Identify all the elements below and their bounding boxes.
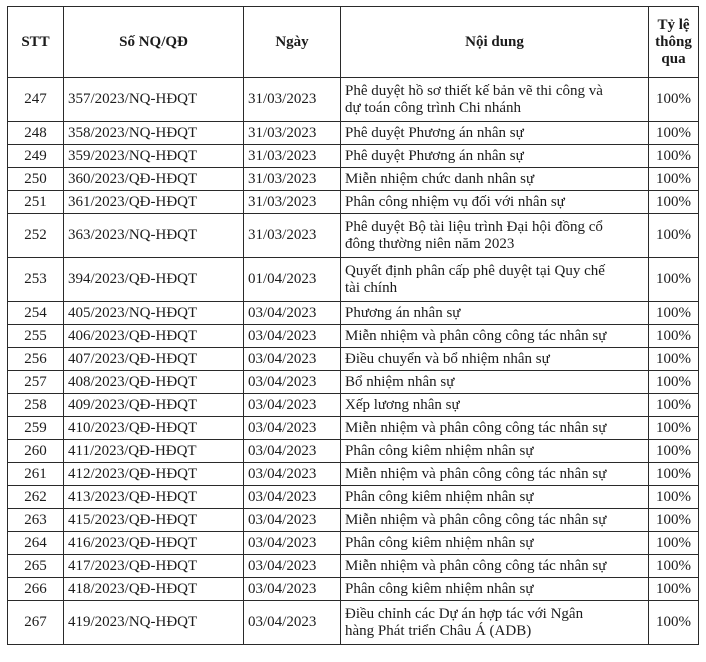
row-decision-number: 408/2023/QĐ-HĐQT — [64, 371, 244, 394]
row-approval-ratio: 100% — [649, 509, 699, 532]
table-row — [8, 394, 699, 417]
row-content — [341, 601, 649, 645]
row-content-line1: Điều chỉnh các Dự án hợp tác với Ngân — [345, 605, 584, 622]
row-content — [341, 78, 649, 122]
table-body — [8, 78, 699, 645]
row-content: Điều chuyển và bổ nhiệm nhân sự — [341, 348, 649, 371]
table-row — [8, 532, 699, 555]
table-row — [8, 509, 699, 532]
table-row — [8, 578, 699, 601]
resolutions-table — [7, 6, 699, 645]
row-decision-number: 415/2023/QĐ-HĐQT — [64, 509, 244, 532]
table-row — [8, 555, 699, 578]
row-decision-number: 406/2023/QĐ-HĐQT — [64, 325, 244, 348]
row-stt: 254 — [8, 302, 64, 325]
row-content-line2: đông thường niên năm 2023 — [345, 235, 515, 252]
table-row — [8, 191, 699, 214]
row-content: Phê duyệt Phương án nhân sự — [341, 122, 649, 145]
table-header-row — [8, 7, 699, 78]
row-date: 31/03/2023 — [244, 191, 341, 214]
row-decision-number: 411/2023/QĐ-HĐQT — [64, 440, 244, 463]
row-date: 03/04/2023 — [244, 486, 341, 509]
row-stt: 255 — [8, 325, 64, 348]
row-content-line1: Quyết định phân cấp phê duyệt tại Quy chế — [345, 262, 605, 279]
row-stt: 261 — [8, 463, 64, 486]
row-decision-number: 413/2023/QĐ-HĐQT — [64, 486, 244, 509]
row-content: Phân công kiêm nhiệm nhân sự — [341, 532, 649, 555]
header-stt: STT — [8, 7, 64, 78]
row-content-line1: Phê duyệt hồ sơ thiết kế bản vẽ thi công và — [345, 82, 603, 99]
row-approval-ratio: 100% — [649, 191, 699, 214]
header-ratio-line1: Tỷ lệ — [657, 16, 690, 33]
row-approval-ratio: 100% — [649, 555, 699, 578]
row-approval-ratio: 100% — [649, 486, 699, 509]
table-row — [8, 122, 699, 145]
table-row — [8, 417, 699, 440]
row-approval-ratio: 100% — [649, 214, 699, 258]
row-decision-number: 360/2023/QĐ-HĐQT — [64, 168, 244, 191]
row-approval-ratio: 100% — [649, 532, 699, 555]
row-date: 03/04/2023 — [244, 440, 341, 463]
row-date: 03/04/2023 — [244, 601, 341, 645]
row-content: Miễn nhiệm và phân công công tác nhân sự — [341, 555, 649, 578]
row-stt: 250 — [8, 168, 64, 191]
table-row — [8, 371, 699, 394]
table-row — [8, 440, 699, 463]
row-decision-number: 419/2023/NQ-HĐQT — [64, 601, 244, 645]
row-decision-number: 357/2023/NQ-HĐQT — [64, 78, 244, 122]
row-content-line1: Phê duyệt Bộ tài liệu trình Đại hội đồng cổ — [345, 218, 603, 235]
row-decision-number: 416/2023/QĐ-HĐQT — [64, 532, 244, 555]
row-approval-ratio: 100% — [649, 601, 699, 645]
row-stt: 260 — [8, 440, 64, 463]
row-stt: 263 — [8, 509, 64, 532]
row-date: 01/04/2023 — [244, 258, 341, 302]
table-row — [8, 325, 699, 348]
table-row — [8, 168, 699, 191]
row-content-line2: tài chính — [345, 279, 398, 296]
row-content: Miễn nhiệm và phân công công tác nhân sự — [341, 417, 649, 440]
row-date: 31/03/2023 — [244, 214, 341, 258]
row-date: 03/04/2023 — [244, 532, 341, 555]
header-content: Nội dung — [341, 7, 649, 78]
row-approval-ratio: 100% — [649, 463, 699, 486]
row-content: Phân công nhiệm vụ đối với nhân sự — [341, 191, 649, 214]
row-content: Phân công kiêm nhiệm nhân sự — [341, 578, 649, 601]
row-content-line2: hàng Phát triển Châu Á (ADB) — [345, 622, 532, 639]
row-date: 03/04/2023 — [244, 394, 341, 417]
row-decision-number: 412/2023/QĐ-HĐQT — [64, 463, 244, 486]
row-stt: 247 — [8, 78, 64, 122]
row-date: 03/04/2023 — [244, 371, 341, 394]
row-stt: 256 — [8, 348, 64, 371]
row-stt: 248 — [8, 122, 64, 145]
row-content: Xếp lương nhân sự — [341, 394, 649, 417]
row-date: 03/04/2023 — [244, 463, 341, 486]
table-row — [8, 463, 699, 486]
row-date: 31/03/2023 — [244, 168, 341, 191]
table-row — [8, 145, 699, 168]
header-number: Số NQ/QĐ — [64, 7, 244, 78]
row-date: 31/03/2023 — [244, 78, 341, 122]
table-row — [8, 214, 699, 258]
header-ratio-line2: thông — [655, 33, 692, 50]
row-decision-number: 363/2023/NQ-HĐQT — [64, 214, 244, 258]
row-stt: 262 — [8, 486, 64, 509]
row-decision-number: 358/2023/NQ-HĐQT — [64, 122, 244, 145]
row-approval-ratio: 100% — [649, 325, 699, 348]
row-decision-number: 417/2023/QĐ-HĐQT — [64, 555, 244, 578]
header-ratio — [649, 7, 699, 78]
row-approval-ratio: 100% — [649, 258, 699, 302]
row-stt: 265 — [8, 555, 64, 578]
row-date: 03/04/2023 — [244, 417, 341, 440]
row-approval-ratio: 100% — [649, 78, 699, 122]
row-date: 03/04/2023 — [244, 325, 341, 348]
row-approval-ratio: 100% — [649, 145, 699, 168]
row-approval-ratio: 100% — [649, 440, 699, 463]
row-approval-ratio: 100% — [649, 371, 699, 394]
row-decision-number: 407/2023/QĐ-HĐQT — [64, 348, 244, 371]
row-decision-number: 361/2023/QĐ-HĐQT — [64, 191, 244, 214]
row-content: Phân công kiêm nhiệm nhân sự — [341, 486, 649, 509]
row-date: 03/04/2023 — [244, 348, 341, 371]
row-content: Miễn nhiệm và phân công công tác nhân sự — [341, 463, 649, 486]
table-row — [8, 302, 699, 325]
row-stt: 252 — [8, 214, 64, 258]
row-date: 31/03/2023 — [244, 122, 341, 145]
row-stt: 253 — [8, 258, 64, 302]
row-approval-ratio: 100% — [649, 302, 699, 325]
row-content: Phê duyệt Phương án nhân sự — [341, 145, 649, 168]
row-approval-ratio: 100% — [649, 417, 699, 440]
row-decision-number: 394/2023/QĐ-HĐQT — [64, 258, 244, 302]
row-content: Phương án nhân sự — [341, 302, 649, 325]
row-date: 03/04/2023 — [244, 555, 341, 578]
row-content: Bổ nhiệm nhân sự — [341, 371, 649, 394]
table-row — [8, 486, 699, 509]
row-decision-number: 409/2023/QĐ-HĐQT — [64, 394, 244, 417]
row-approval-ratio: 100% — [649, 168, 699, 191]
row-decision-number: 405/2023/NQ-HĐQT — [64, 302, 244, 325]
row-approval-ratio: 100% — [649, 122, 699, 145]
row-content: Miễn nhiệm và phân công công tác nhân sự — [341, 509, 649, 532]
header-date: Ngày — [244, 7, 341, 78]
row-stt: 264 — [8, 532, 64, 555]
table-row — [8, 78, 699, 122]
table-row — [8, 348, 699, 371]
row-content — [341, 214, 649, 258]
row-approval-ratio: 100% — [649, 394, 699, 417]
row-stt: 267 — [8, 601, 64, 645]
row-stt: 258 — [8, 394, 64, 417]
row-decision-number: 418/2023/QĐ-HĐQT — [64, 578, 244, 601]
row-stt: 266 — [8, 578, 64, 601]
row-stt: 259 — [8, 417, 64, 440]
row-approval-ratio: 100% — [649, 348, 699, 371]
row-approval-ratio: 100% — [649, 578, 699, 601]
table-row — [8, 258, 699, 302]
table-row — [8, 601, 699, 645]
row-content-line2: dự toán công trình Chi nhánh — [345, 99, 522, 116]
row-stt: 251 — [8, 191, 64, 214]
row-decision-number: 410/2023/QĐ-HĐQT — [64, 417, 244, 440]
row-stt: 257 — [8, 371, 64, 394]
row-date: 03/04/2023 — [244, 302, 341, 325]
row-stt: 249 — [8, 145, 64, 168]
header-ratio-line3: qua — [661, 50, 686, 67]
row-date: 03/04/2023 — [244, 578, 341, 601]
row-content: Phân công kiêm nhiệm nhân sự — [341, 440, 649, 463]
row-date: 03/04/2023 — [244, 509, 341, 532]
row-decision-number: 359/2023/NQ-HĐQT — [64, 145, 244, 168]
row-content: Miễn nhiệm chức danh nhân sự — [341, 168, 649, 191]
row-content — [341, 258, 649, 302]
row-content: Miễn nhiệm và phân công công tác nhân sự — [341, 325, 649, 348]
row-date: 31/03/2023 — [244, 145, 341, 168]
